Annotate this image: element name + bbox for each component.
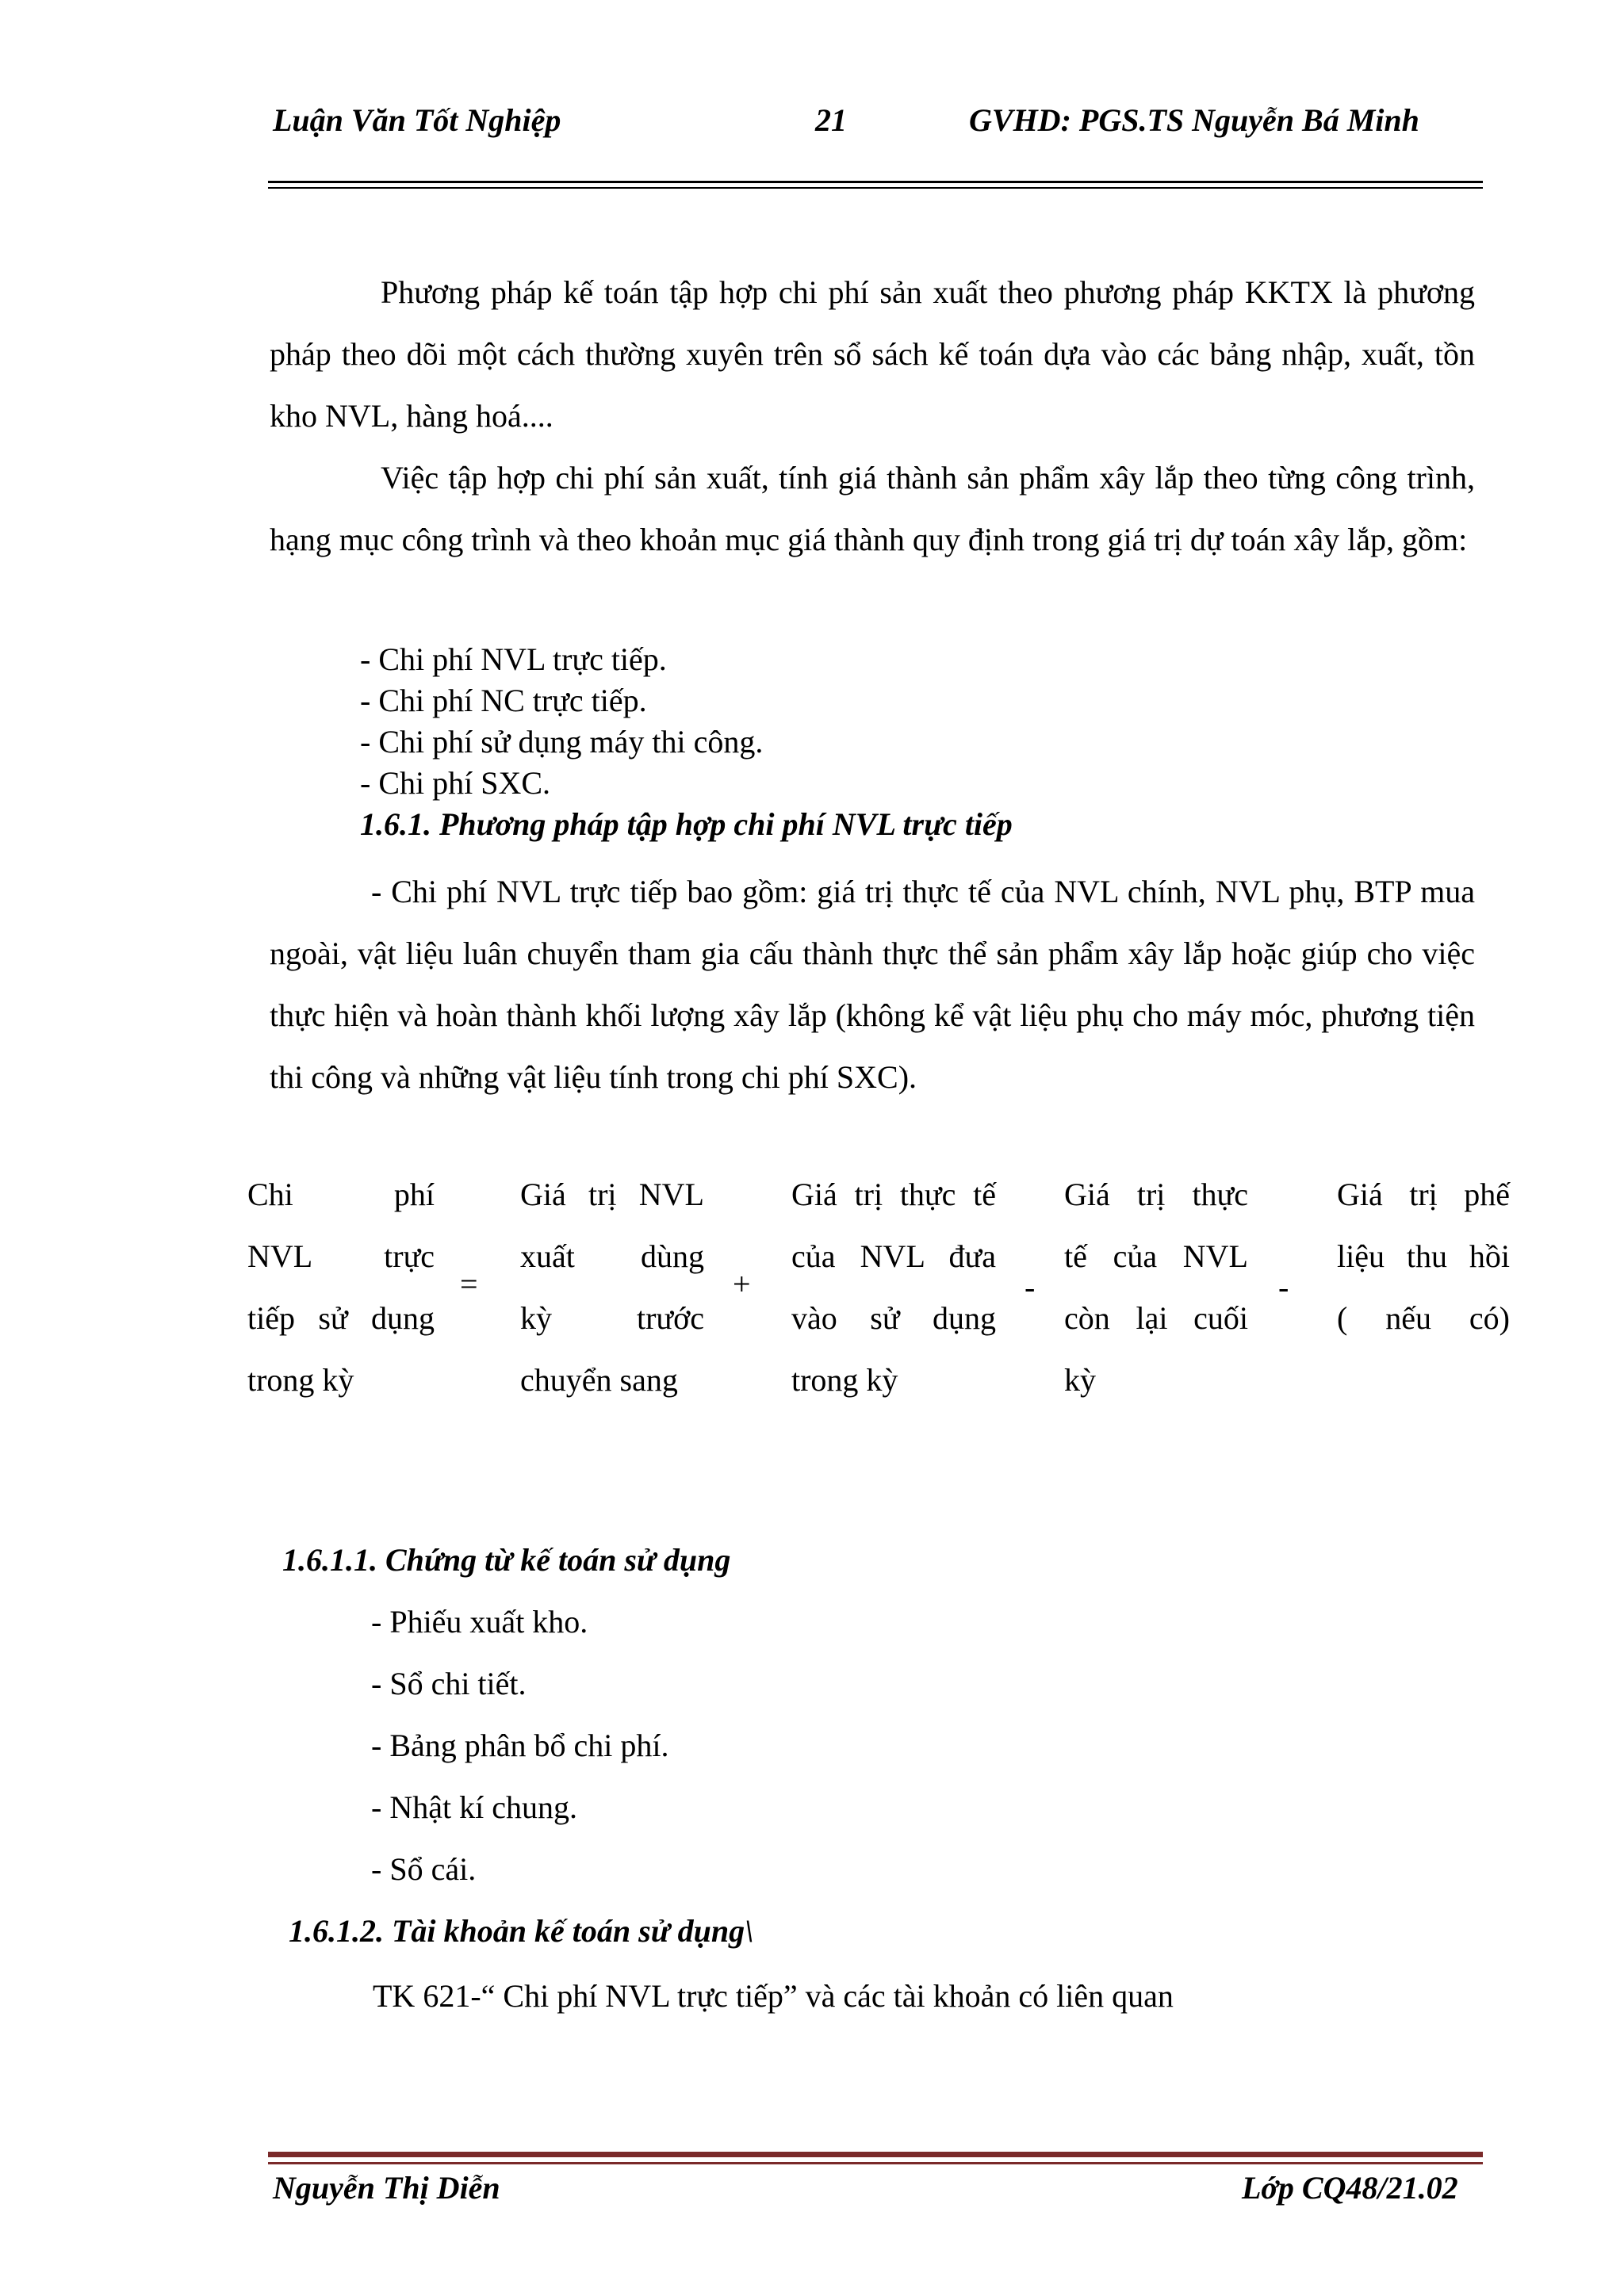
header-rule-thin (268, 187, 1483, 189)
paragraph-direct-material-cost: - Chi phí NVL trực tiếp bao gồm: giá trị thực tế của NVL chính, NVL phụ, BTP mua ngoài, vật liệu luân chuyển tham gia cấu thành thực thể sản phẩm xây lắp hoặc giúp cho việc thực hiện và hoàn thành khối lượng xây lắp (không kể vật liệu phụ cho máy móc, phương tiện thi công và những vật liệu tính trong chi phí SXC). (270, 874, 1475, 1095)
formula-term-3: Giá trị thực tế của NVL đưa vào sử dụng trong kỳ (791, 1177, 996, 1398)
list-item: - Chi phí NVL trực tiếp. (360, 641, 667, 677)
list-item: - Chi phí sử dụng máy thi công. (360, 724, 764, 760)
formula-operator-plus: + (733, 1266, 751, 1302)
formula-term-5: Giá trị phế liệu thu hồi ( nếu có) (1337, 1177, 1510, 1336)
list-item: - Phiếu xuất kho. (371, 1604, 588, 1640)
paragraph-kktx: Phương pháp kế toán tập hợp chi phí sản xuất theo phương pháp KKTX là phương pháp theo dõi một cách thường xuyên trên sổ sách kế toán dựa vào các bảng nhập, xuất, tồn kho NVL, hàng hoá.... (270, 274, 1475, 434)
formula-operator-equals: = (460, 1266, 478, 1302)
footer-rule (268, 2152, 1483, 2157)
list-item: - Chi phí NC trực tiếp. (360, 683, 647, 718)
header-page-number: 21 (815, 102, 847, 138)
formula-operator-minus-2: - (1278, 1269, 1289, 1305)
header-rule (268, 181, 1483, 183)
header-advisor: GVHD: PGS.TS Nguyễn Bá Minh (969, 102, 1419, 138)
footer-class: Lớp CQ48/21.02 (1242, 2170, 1458, 2206)
footer-student-name: Nguyễn Thị Diễn (273, 2170, 500, 2206)
paragraph-cost-aggregation: Việc tập hợp chi phí sản xuất, tính giá thành sản phẩm xây lắp theo từng công trình, hạng mục công trình và theo khoản mục giá thành quy định trong giá trị dự toán xây lắp, gồm: (270, 460, 1475, 557)
list-item: - Sổ chi tiết. (371, 1666, 527, 1701)
header-author-title: Luận Văn Tốt Nghiệp (273, 102, 561, 138)
footer-rule-thin (268, 2162, 1483, 2164)
list-item: - Nhật kí chung. (371, 1789, 577, 1825)
account-description: TK 621-“ Chi phí NVL trực tiếp” và các tài khoản có liên quan (373, 1978, 1174, 2014)
section-heading-1-6-1-1: 1.6.1.1. Chứng từ kế toán sử dụng (282, 1542, 731, 1578)
list-item: - Bảng phân bổ chi phí. (371, 1728, 669, 1763)
formula-term-1: Chi phí NVL trực tiếp sử dụng trong kỳ (247, 1177, 435, 1398)
formula-term-4: Giá trị thực tế của NVL còn lại cuối kỳ (1064, 1177, 1248, 1398)
list-item: - Sổ cái. (371, 1851, 477, 1887)
formula-term-2: Giá trị NVL xuất dùng kỳ trước chuyển sang (520, 1177, 704, 1398)
formula-operator-minus: - (1025, 1269, 1036, 1305)
list-item: - Chi phí SXC. (360, 765, 551, 801)
section-heading-1-6-1-2: 1.6.1.2. Tài khoản kế toán sử dụng\ (289, 1913, 754, 1949)
section-heading-1-6-1: 1.6.1. Phương pháp tập hợp chi phí NVL trực tiếp (360, 806, 1013, 842)
